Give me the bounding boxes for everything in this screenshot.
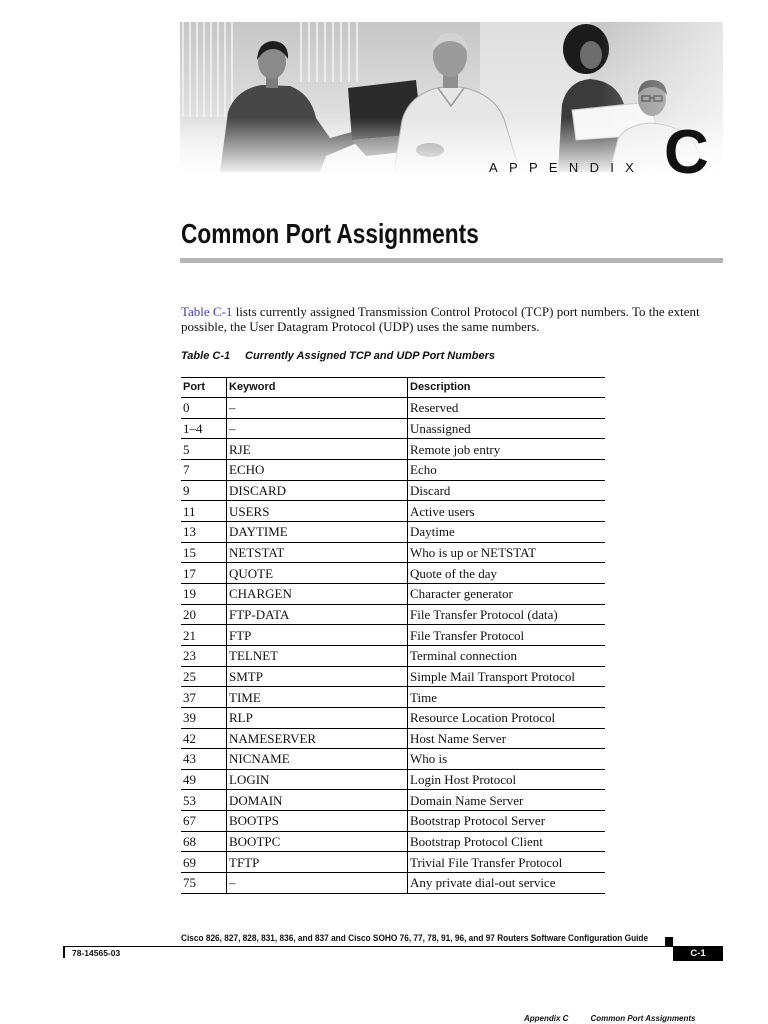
page-number-tab: C-1 (673, 947, 723, 961)
keyword-cell: NAMESERVER (226, 729, 407, 749)
keyword-cell: ECHO (226, 460, 407, 480)
port-cell: 67 (183, 813, 196, 829)
table-row (181, 770, 605, 791)
keyword-cell: LOGIN (226, 770, 407, 790)
table-body (181, 398, 605, 894)
port-cell: 53 (183, 792, 196, 808)
table-row (181, 481, 605, 502)
header-description: Description (407, 378, 605, 397)
keyword-cell: – (226, 419, 407, 439)
description-cell: Terminal connection (407, 646, 605, 666)
description-cell: Time (407, 687, 605, 707)
intro-line-2: possible, the User Datagram Protocol (UDP) uses the same numbers. (181, 319, 540, 334)
port-cell: 25 (183, 668, 196, 684)
keyword-cell: BOOTPC (226, 832, 407, 852)
description-cell: Domain Name Server (407, 790, 605, 810)
document-number: 78-14565-03 (72, 948, 121, 958)
keyword-cell: RJE (226, 439, 407, 459)
description-cell: Login Host Protocol (407, 770, 605, 790)
keyword-cell: TIME (226, 687, 407, 707)
keyword-cell: NETSTAT (226, 543, 407, 563)
port-cell: 75 (183, 875, 196, 891)
table-c1-link[interactable]: Table C-1 (181, 304, 233, 319)
description-cell: Trivial File Transfer Protocol (407, 852, 605, 872)
description-cell: Who is (407, 749, 605, 769)
table-header-row (181, 377, 605, 398)
port-cell: 39 (183, 710, 196, 726)
description-cell: Character generator (407, 584, 605, 604)
description-cell: Host Name Server (407, 729, 605, 749)
description-cell: Bootstrap Protocol Server (407, 811, 605, 831)
footer-marker (665, 937, 673, 946)
appendix-banner-photo (180, 22, 723, 175)
table-row (181, 398, 605, 419)
table-row (181, 667, 605, 688)
description-cell: Remote job entry (407, 439, 605, 459)
header-port: Port (183, 381, 205, 393)
table-caption-title: Currently Assigned TCP and UDP Port Numbers (245, 350, 495, 362)
table-row (181, 687, 605, 708)
table-row (181, 419, 605, 440)
description-cell: Simple Mail Transport Protocol (407, 667, 605, 687)
page-title: Common Port Assignments (181, 218, 479, 249)
table-row (181, 729, 605, 750)
keyword-cell: SMTP (226, 667, 407, 687)
port-cell: 23 (183, 648, 196, 664)
port-cell: 43 (183, 751, 196, 767)
running-head-title: Common Port Assignments (590, 1014, 696, 1023)
running-head-chapter: Appendix C (524, 1014, 569, 1023)
port-cell: 7 (183, 462, 190, 478)
table-row (181, 873, 605, 894)
description-cell: File Transfer Protocol (data) (407, 605, 605, 625)
port-cell: 13 (183, 524, 196, 540)
keyword-cell: NICNAME (226, 749, 407, 769)
keyword-cell: CHARGEN (226, 584, 407, 604)
description-cell: Who is up or NETSTAT (407, 543, 605, 563)
table-row (181, 708, 605, 729)
table-row (181, 439, 605, 460)
description-cell: Discard (407, 481, 605, 501)
keyword-cell: DISCARD (226, 481, 407, 501)
keyword-cell: DAYTIME (226, 522, 407, 542)
title-rule (180, 258, 723, 263)
table-caption-number: Table C-1 (181, 350, 231, 362)
table-row (181, 852, 605, 873)
port-cell: 37 (183, 689, 196, 705)
table-row (181, 625, 605, 646)
port-cell: 19 (183, 586, 196, 602)
table-row (181, 749, 605, 770)
next-page-running-head (524, 1014, 696, 1023)
port-cell: 20 (183, 606, 196, 622)
description-cell: Unassigned (407, 419, 605, 439)
description-cell: Reserved (407, 398, 605, 418)
table-row (181, 543, 605, 564)
table-row (181, 501, 605, 522)
intro-line-1 (181, 304, 700, 319)
keyword-cell: TELNET (226, 646, 407, 666)
header-keyword: Keyword (226, 378, 407, 397)
keyword-cell: – (226, 873, 407, 893)
keyword-cell: USERS (226, 501, 407, 521)
port-cell: 0 (183, 400, 190, 416)
keyword-cell: BOOTPS (226, 811, 407, 831)
description-cell: Bootstrap Protocol Client (407, 832, 605, 852)
appendix-label: APPENDIX (489, 160, 646, 175)
table-caption (181, 350, 495, 362)
person-right-woman-face (580, 41, 602, 69)
description-cell: Any private dial-out service (407, 873, 605, 893)
table-row (181, 832, 605, 853)
port-cell: 49 (183, 772, 196, 788)
table-row (181, 790, 605, 811)
footer-rule (63, 946, 723, 947)
footer-guide-title: Cisco 826, 827, 828, 831, 836, and 837 and Cisco SOHO 76, 77, 78, 91, 96, and 97 Routers Software Configuration Guide (181, 933, 649, 943)
description-cell: Daytime (407, 522, 605, 542)
port-assignments-table (181, 377, 605, 894)
port-cell: 17 (183, 565, 196, 581)
keyword-cell: QUOTE (226, 563, 407, 583)
keyword-cell: FTP (226, 625, 407, 645)
port-cell: 15 (183, 544, 196, 560)
keyword-cell: – (226, 398, 407, 418)
port-cell: 21 (183, 627, 196, 643)
keyword-cell: DOMAIN (226, 790, 407, 810)
footer-tick (63, 946, 65, 958)
table-row (181, 563, 605, 584)
table-row (181, 460, 605, 481)
intro-paragraph (181, 304, 700, 334)
port-cell: 5 (183, 441, 190, 457)
description-cell: File Transfer Protocol (407, 625, 605, 645)
description-cell: Resource Location Protocol (407, 708, 605, 728)
table-row (181, 605, 605, 626)
table-row (181, 811, 605, 832)
port-cell: 42 (183, 730, 196, 746)
port-cell: 1–4 (183, 420, 203, 436)
appendix-letter: C (664, 118, 709, 187)
table-row (181, 646, 605, 667)
table-row (181, 522, 605, 543)
table-row (181, 584, 605, 605)
keyword-cell: TFTP (226, 852, 407, 872)
intro-line-1-text: lists currently assigned Transmission Control Protocol (TCP) port numbers. To the extent (232, 304, 700, 319)
description-cell: Quote of the day (407, 563, 605, 583)
port-cell: 11 (183, 503, 196, 519)
port-cell: 68 (183, 834, 196, 850)
port-cell: 9 (183, 482, 190, 498)
description-cell: Active users (407, 501, 605, 521)
port-cell: 69 (183, 854, 196, 870)
description-cell: Echo (407, 460, 605, 480)
keyword-cell: RLP (226, 708, 407, 728)
keyword-cell: FTP-DATA (226, 605, 407, 625)
